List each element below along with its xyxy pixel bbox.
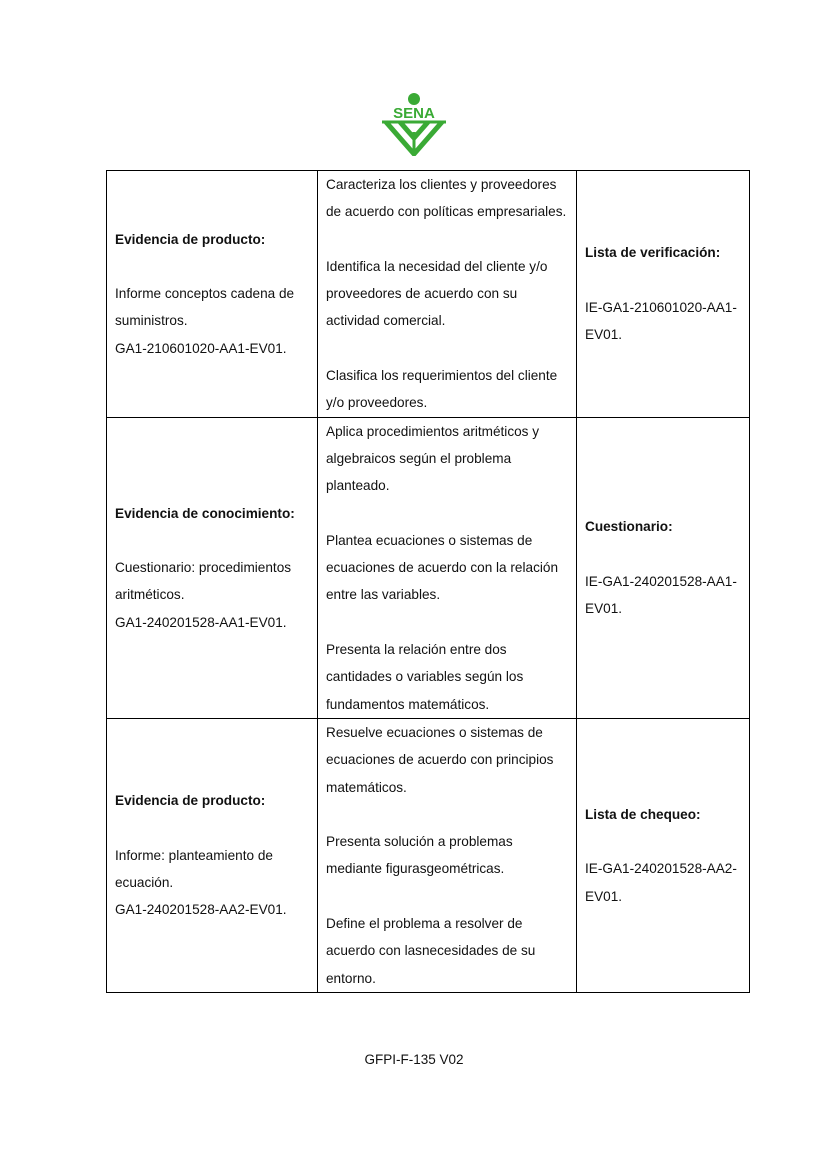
- instrument-code: IE-GA1-210601020-AA1-: [585, 299, 737, 315]
- criteria-cell: [318, 417, 577, 718]
- criteria-line: ecuaciones de acuerdo con la relación: [326, 560, 559, 576]
- criteria-line: entre las variables.: [326, 587, 441, 603]
- criteria-line: actividad comercial.: [326, 313, 446, 329]
- evidence-row: [107, 718, 750, 992]
- evidence-cell: [107, 171, 318, 418]
- instrument-code: EV01.: [585, 888, 623, 904]
- sena-logo-text: SENA: [393, 105, 435, 122]
- criteria-line: Resuelve ecuaciones o sistemas de: [326, 724, 543, 740]
- evidence-line: GA1-240201528-AA1-EV01.: [115, 614, 287, 630]
- criteria-line: fundamentos matemáticos.: [326, 696, 490, 712]
- instrument-code: IE-GA1-240201528-AA2-: [585, 861, 737, 877]
- evidence-line: Informe conceptos cadena de: [115, 286, 295, 302]
- criteria-line: y/o proveedores.: [326, 395, 428, 411]
- criteria-cell: [318, 718, 577, 992]
- evidence-line: Informe: planteamiento de: [115, 847, 273, 863]
- evidence-row: [107, 171, 750, 418]
- criteria-line: Caracteriza los clientes y proveedores: [326, 177, 557, 192]
- criteria-line: Clasifica los requerimientos del cliente: [326, 368, 558, 384]
- criteria-line: matemáticos.: [326, 779, 407, 795]
- evidence-cell: [107, 417, 318, 718]
- criteria-cell: [318, 171, 577, 418]
- instrument-code: IE-GA1-240201528-AA1-: [585, 573, 737, 589]
- instrument-cell: [577, 718, 750, 992]
- criteria-line: ecuaciones de acuerdo con principios: [326, 752, 554, 768]
- evidence-title: Evidencia de conocimiento:: [115, 505, 295, 521]
- document-code: GFPI-F-135 V02: [364, 1052, 464, 1067]
- evidence-cell: [107, 718, 318, 992]
- evidence-line: Cuestionario: procedimientos: [115, 560, 292, 576]
- evidence-line: suministros.: [115, 313, 188, 329]
- criteria-line: Identifica la necesidad del cliente y/o: [326, 258, 548, 274]
- evidence-line: GA1-210601020-AA1-EV01.: [115, 340, 287, 356]
- instrument-code: EV01.: [585, 601, 623, 617]
- evidence-title: Evidencia de producto:: [115, 231, 266, 247]
- evidence-title: Evidencia de producto:: [115, 793, 266, 809]
- criteria-line: Presenta la relación entre dos: [326, 642, 507, 658]
- sena-logo-graphic: [378, 92, 450, 156]
- evidence-line: GA1-240201528-AA2-EV01.: [115, 902, 287, 918]
- criteria-line: planteado.: [326, 478, 390, 494]
- criteria-line: proveedores de acuerdo con su: [326, 286, 518, 302]
- sena-logo: [378, 92, 450, 156]
- criteria-line: de acuerdo con políticas empresariales.: [326, 204, 567, 220]
- instrument-cell: [577, 417, 750, 718]
- instrument-code: EV01.: [585, 327, 623, 343]
- criteria-line: Aplica procedimientos aritméticos y: [326, 423, 540, 439]
- criteria-line: mediante figurasgeométricas.: [326, 861, 505, 877]
- criteria-line: acuerdo con lasnecesidades de su: [326, 943, 536, 959]
- instrument-title: Lista de verificación:: [585, 245, 721, 261]
- evidence-line: ecuación.: [115, 875, 174, 891]
- criteria-line: cantidades o variables según los: [326, 669, 524, 685]
- evidence-row: [107, 417, 750, 718]
- criteria-line: Presenta solución a problemas: [326, 834, 513, 850]
- instrument-title: Cuestionario:: [585, 519, 673, 535]
- instrument-title: Lista de chequeo:: [585, 806, 701, 822]
- evidence-line: aritméticos.: [115, 587, 185, 603]
- criteria-line: Plantea ecuaciones o sistemas de: [326, 532, 533, 548]
- criteria-line: Define el problema a resolver de: [326, 916, 523, 932]
- instrument-cell: [577, 171, 750, 418]
- evidence-table: [106, 170, 750, 993]
- criteria-line: algebraicos según el problema: [326, 450, 512, 466]
- criteria-line: entorno.: [326, 970, 376, 986]
